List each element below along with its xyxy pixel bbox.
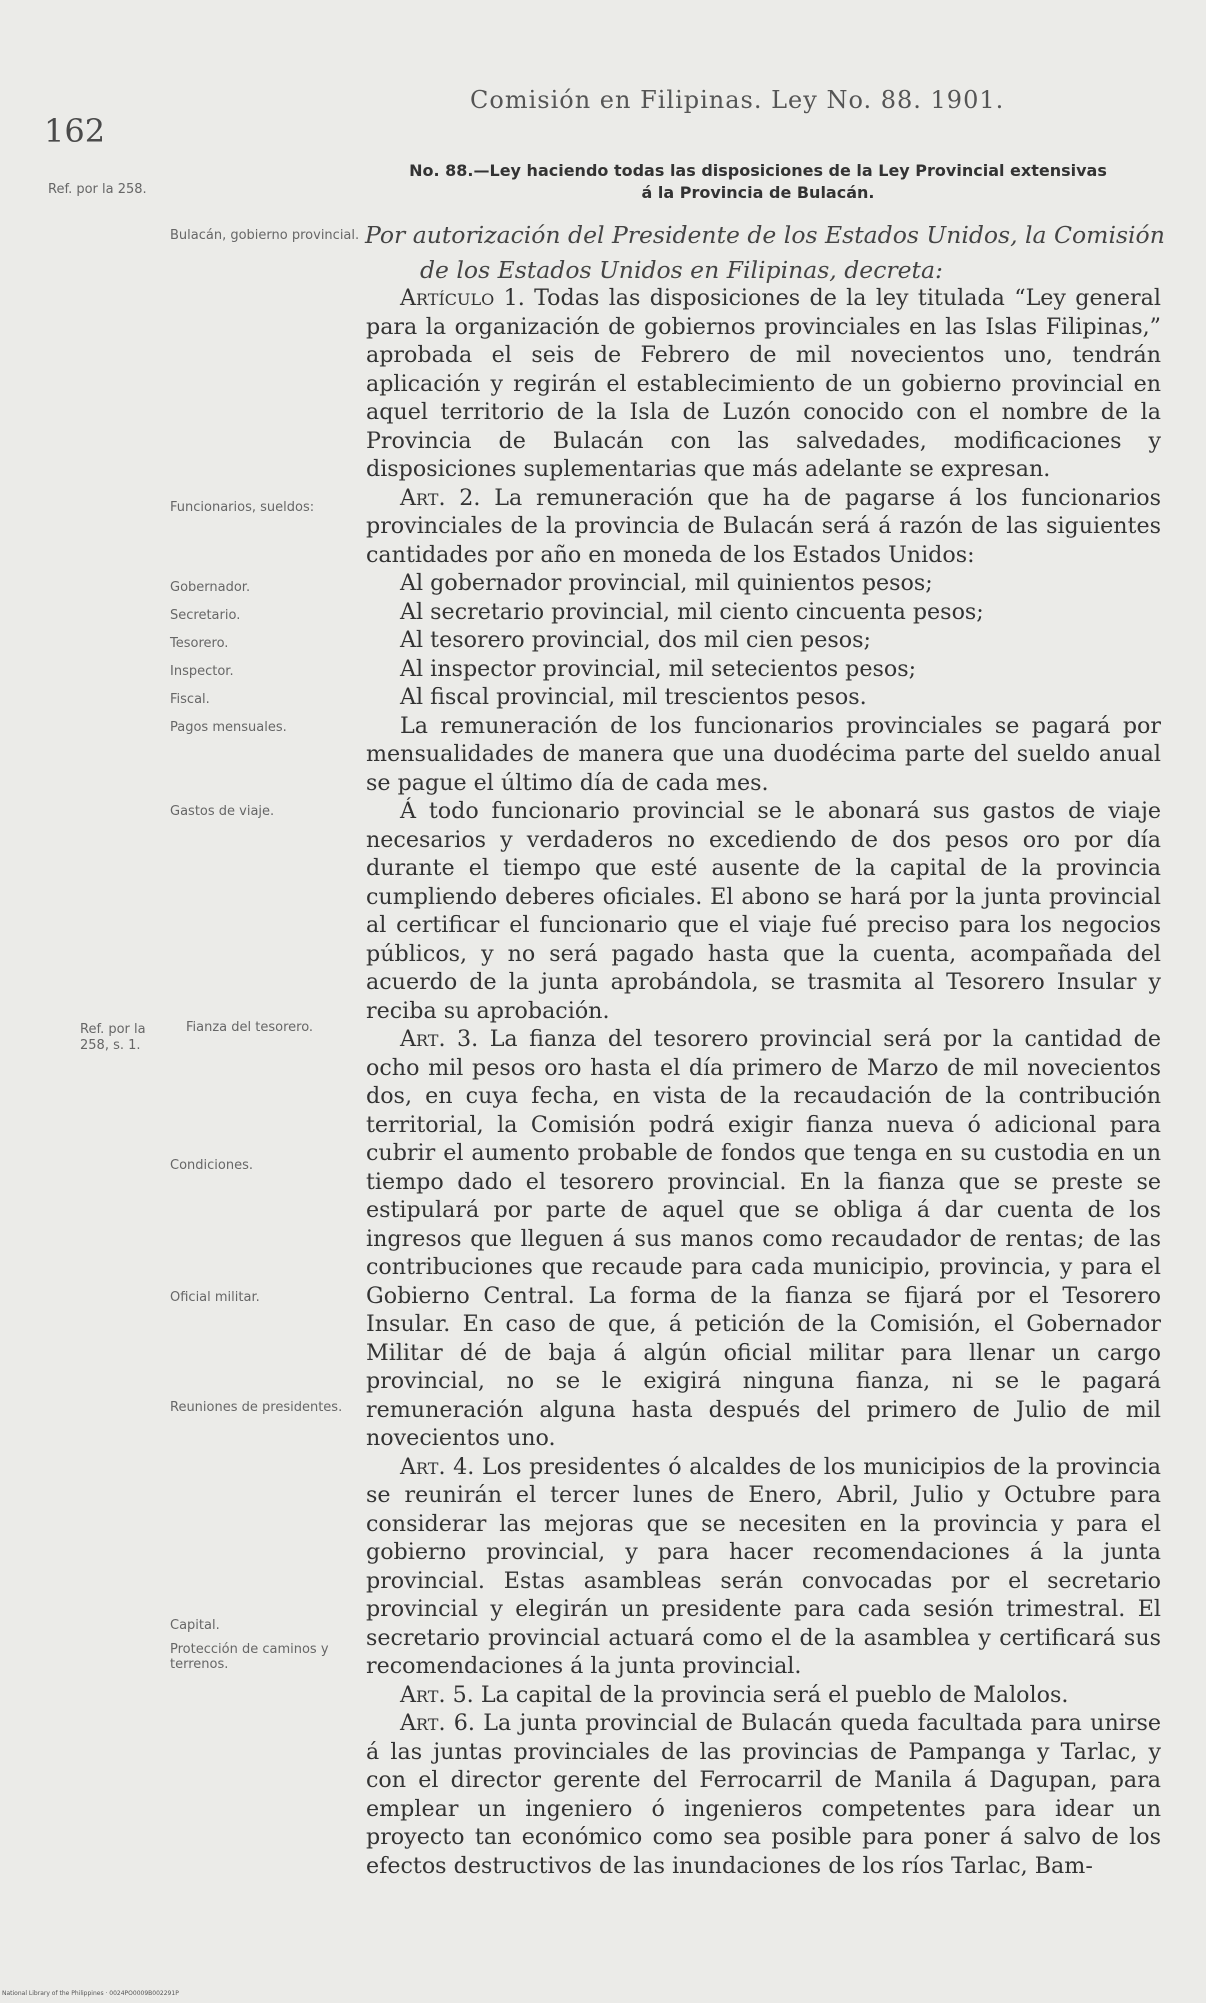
article-6-text: La junta provincial de Bulacán queda facultada para unirse á las juntas provinciales de las provincias de Pampanga y Tarlac, y con el director gerente del Ferrocarril de Manila á Dagupan, para emplear un ingeniero ó ingenieros competentes para idear un proyecto tan económico como sea posible para poner á salvo de los efectos destructivos de las inundaciones de los ríos Tarlac, Bam- (366, 1710, 1161, 1879)
side-note-gobernador: Gobernador. (170, 580, 251, 595)
salary-inspector: Al inspector provincial, mil setecientos pesos; (400, 655, 917, 682)
article-5-label: Art. 5. (400, 1681, 474, 1708)
side-note-pagos: Pagos mensuales. (170, 720, 287, 735)
law-title-line1: No. 88.—Ley haciendo todas las disposiciones de la Ley Provincial extensivas (409, 161, 1107, 180)
article-2-label: Art. 2. (400, 484, 481, 511)
article-2-text: La remuneración que ha de pagarse á los funcionarios provinciales de la provincia de Bulacán será á razón de las siguientes cantidades por año en moneda de los Estados Unidos: (366, 484, 1161, 568)
salary-secretario: Al secretario provincial, mil ciento cincuenta pesos; (400, 598, 984, 625)
enacting-line2: de los Estados Unidos en Filipinas, decreta: (420, 256, 943, 284)
side-note-reuniones: Reuniones de presidentes. (170, 1400, 343, 1415)
side-note-fiscal: Fiscal. (170, 692, 210, 707)
side-note-inspector: Inspector. (170, 664, 234, 679)
side-note-bulacan: Bulacán, gobierno provincial. (170, 228, 360, 243)
law-title-line2: á la Provincia de Bulacán. (641, 183, 875, 202)
side-note-fianza: Fianza del tesorero. (186, 1020, 314, 1035)
enacting-line1: Por autorización del Presidente de los Estados Unidos, la Comisión (365, 221, 1165, 249)
article-5 (366, 1681, 1161, 1710)
running-head: Comisión en Filipinas. Ley No. 88. 1901. (470, 86, 1005, 114)
salary-tesorero: Al tesorero provincial, dos mil cien pesos; (400, 627, 871, 653)
article-1-text: Todas las disposiciones de la ley titulada “Ley general para la organización de gobiernos provinciales en las Islas Filipinas,” aprobada el seis de Febrero de mil novecientos uno, tendrán aplicación y regirán el establecimiento de un gobierno provincial en aquel territorio de la Isla de Luzón conocido con el nombre de la Provincia de Bulacán con las salvedades, modificaciones y disposiciones suplementarias que más adelante se expresan. (366, 285, 1161, 482)
side-note-funcionarios: Funcionarios, sueldos: (170, 500, 315, 515)
paragraph-pagos: La remuneración de los funcionarios provinciales se pagará por mensualidades de manera que una duodécima parte del sueldo anual se pague el último día de cada mes. (366, 712, 1161, 796)
side-note-capital: Capital. (170, 1618, 220, 1633)
page-number: 162 (44, 112, 106, 150)
article-6-label: Art. 6. (400, 1710, 475, 1736)
article-1 (366, 284, 1161, 484)
article-4-label: Art. 4. (400, 1453, 475, 1480)
footer-credit: National Library of the Philippines · 0024PO0009B002291P (2, 1990, 179, 1997)
enacting-clause (365, 218, 1165, 288)
article-3-text: La fianza del tesorero provincial será por la cantidad de ocho mil pesos oro hasta el día primero de Marzo de mil novecientos dos, en cuya fecha, en vista de la recaudación de la contribución territorial, la Comisión podrá exigir fianza nueva ó adicional para cubrir el aumento probable de fondos que tenga en su custodia en un tiempo dado el tesorero provincial. En la fianza que se preste se estipulará por parte de aquel que se obliga á dar cuenta de los ingresos que lleguen á sus manos como recaudador de rentas; de las contribuciones que recaude para cada municipio, provincia, y para el Gobierno Central. La forma de la fianza se fijará por el Tesorero Insular. En caso de que, á petición de la Comisión, el Gobernador Militar dé de baja á algún oficial militar para llenar un cargo provincial, no se le exigirá ninguna fianza, ni se le pagará remuneración alguna hasta después del primero de Julio de mil novecientos uno. (366, 1026, 1161, 1451)
law-title (358, 160, 1158, 204)
article-1-label: Artículo 1. (400, 285, 525, 311)
article-4 (366, 1453, 1161, 1681)
article-4-text: Los presidentes ó alcaldes de los municipios de la provincia se reunirán el tercer lunes de Enero, Abril, Julio y Octubre para considerar las mejoras que se necesiten en la provincia y para el gobierno provincial, y para hacer recomendaciones á la junta provincial. Estas asambleas serán convocadas por el secretario provincial y elegirán un presidente para cada sesión trimestral. El secretario provincial actuará como el de la asamblea y certificará sus recomendaciones á la junta provincial. (366, 1453, 1161, 1679)
article-5-text: La capital de la provincia será el pueblo de Malolos. (480, 1681, 1069, 1708)
side-note-gastos: Gastos de viaje. (170, 804, 275, 819)
article-2 (366, 484, 1161, 570)
salary-fiscal: Al fiscal provincial, mil trescientos pesos. (400, 684, 867, 710)
paragraph-gastos: Á todo funcionario provincial se le abonará sus gastos de viaje necesarios y verdaderos no excediendo de dos pesos oro por día durante el tiempo que esté ausente de la capital de la provincia cumpliendo deberes oficiales. El abono se hará por la junta provincial al certificar el funcionario que el viaje fué preciso para los negocios públicos, y no será pagado hasta que la cuenta, acompañada del acuerdo de la junta aprobándola, se trasmita al Tesorero Insular y reciba su aprobación. (366, 798, 1161, 1024)
side-note-secretario: Secretario. (170, 608, 241, 623)
law-body (366, 284, 1161, 1880)
side-note-proteccion: Protección de caminos y terrenos. (170, 1642, 329, 1672)
article-6 (366, 1709, 1161, 1880)
article-3-label: Art. 3. (400, 1026, 479, 1052)
salary-gobernador: Al gobernador provincial, mil quinientos pesos; (400, 570, 933, 596)
margin-ref-art3: Ref. por la 258, s. 1. (80, 1022, 146, 1053)
article-3 (366, 1025, 1161, 1453)
side-note-oficial: Oficial militar. (170, 1290, 260, 1305)
side-note-condiciones: Condiciones. (170, 1158, 253, 1173)
margin-ref-top: Ref. por la 258. (48, 182, 147, 197)
side-note-tesorero: Tesorero. (170, 636, 229, 651)
